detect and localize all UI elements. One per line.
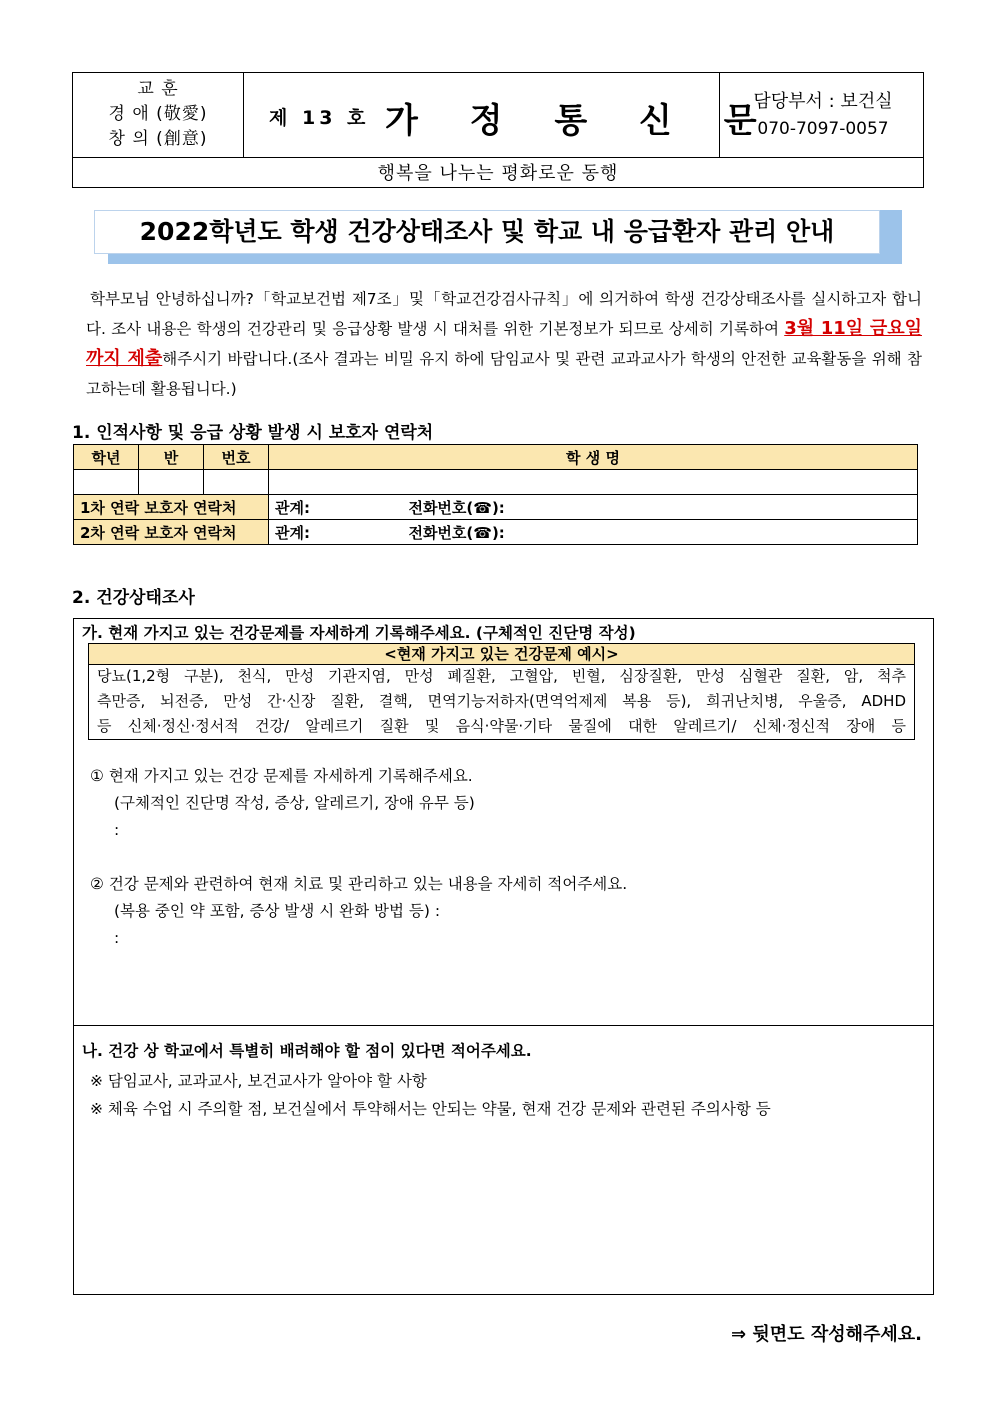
contact1-field[interactable] [269,495,918,520]
example-line: 당뇨(1,2형 구분), 천식, 만성 기관지염, 만성 폐질환, 고혈압, 빈혈, 심장질환, 만성 심혈관 질환, 암, 척추 [97,667,906,685]
answer-colon: : [114,929,120,947]
header-divider [73,157,923,158]
department: 담당부서 : 보건실 [753,91,893,112]
example-line: 등 신체·정신·정서적 건강/ 알레르기 질환 및 음식·약물·기타 물질에 대한 알레르기/ 신체·정신적 장애 등 [97,717,906,735]
number-field[interactable] [204,470,269,495]
department-phone: 070-7097-0057 [757,119,889,139]
phone-label: 전화번호(☎): [408,523,505,542]
grade-header: 학년 [74,445,139,470]
contact2-label: 2차 연락 보호자 연락처 [74,520,269,545]
item-text: ② 건강 문제와 관련하여 현재 치료 및 관리하고 있는 내용을 자세히 적어주세요. [90,875,628,893]
motto-label: 교 훈 [137,79,179,99]
section-divider [74,1025,933,1026]
consideration-answer-area[interactable] [82,1129,925,1286]
item-text: ① 현재 가지고 있는 건강 문제를 자세하게 기록해주세요. [90,767,473,785]
class-field[interactable] [139,470,204,495]
question-na: 나. 건강 상 학교에서 특별히 배려해야 할 점이 있다면 적어주세요. [82,1042,532,1060]
grade-field[interactable] [74,470,139,495]
motto-line: 창 의 (創意) [108,129,208,149]
section2-title: 2. 건강상태조사 [72,588,195,608]
question-item-1[interactable] [90,763,475,844]
health-survey-box [73,618,934,1295]
back-page-notice: ⇒ 뒷면도 작성해주세요. [731,1324,922,1345]
intro-text: 학부모님 안녕하십니까?「학교보건법 제7조」및「학교건강검사규칙」에 의거하여 학생 건강상태조사를 실시하고자 합니다. 조사 내용은 학생의 건강관리 및 응급상황 발생 시 대처를 위한 기본정보가 되므로 상세히 기록하여 [86,290,922,338]
example-title: <현재 가지고 있는 건강문제 예시> [88,643,915,665]
class-header: 반 [139,445,204,470]
relation-label: 관계: [275,523,310,542]
number-header: 번호 [204,445,269,470]
section1-title: 1. 인적사항 및 응급 상황 발생 시 보호자 연락처 [72,423,434,443]
contact2-field[interactable] [269,520,918,545]
question-ga: 가. 현재 가지고 있는 건강문제를 자세하게 기록해주세요. (구체적인 진단명 작성) [82,624,636,642]
question-item-2[interactable] [90,871,627,952]
student-info-table [73,444,918,545]
header-divider [243,73,244,158]
example-body [88,664,915,740]
school-slogan: 행복을 나누는 평화로운 동행 [377,163,619,184]
newsletter-header [72,72,924,188]
motto-line: 경 애 (敬愛) [108,104,208,124]
item-text: (복용 중인 약 포함, 증상 발생 시 완화 방법 등) : [114,902,441,920]
note-line: ※ 체육 수업 시 주의할 점, 보건실에서 투약해서는 안되는 약물, 현재 건강 문제와 관련된 주의사항 등 [90,1100,771,1118]
phone-label: 전화번호(☎): [408,498,505,517]
example-line: 측만증, 뇌전증, 만성 간·신장 질환, 결핵, 면역기능저하자(면역억제제 복용 등), 희귀난치병, 우울증, ADHD [97,692,906,710]
student-name-header: 학 생 명 [269,445,918,470]
notice-title: 2022학년도 학생 건강상태조사 및 학교 내 응급환자 관리 안내 [94,210,880,254]
relation-label: 관계: [275,498,310,517]
student-name-field[interactable] [269,470,918,495]
intro-paragraph [86,284,922,404]
deadline-highlight: 3월 11일 금요일까지 제출 [86,318,922,369]
issue-number: 제 13 호 [269,107,370,129]
school-motto [73,77,243,152]
note-line: ※ 담임교사, 교과교사, 보건교사가 알아야 할 사항 [90,1072,427,1090]
item-text: (구체적인 진단명 작성, 증상, 알레르기, 장애 유무 등) [114,794,475,812]
newsletter-title: 가 정 통 신 문 [385,101,777,141]
answer-colon: : [114,821,120,839]
intro-text: 해주시기 바랍니다.(조사 결과는 비밀 유지 하에 담임교사 및 관련 교과교사가 학생의 안전한 교육활동을 위해 참고하는데 활용됩니다.) [86,350,922,398]
contact1-label: 1차 연락 보호자 연락처 [74,495,269,520]
